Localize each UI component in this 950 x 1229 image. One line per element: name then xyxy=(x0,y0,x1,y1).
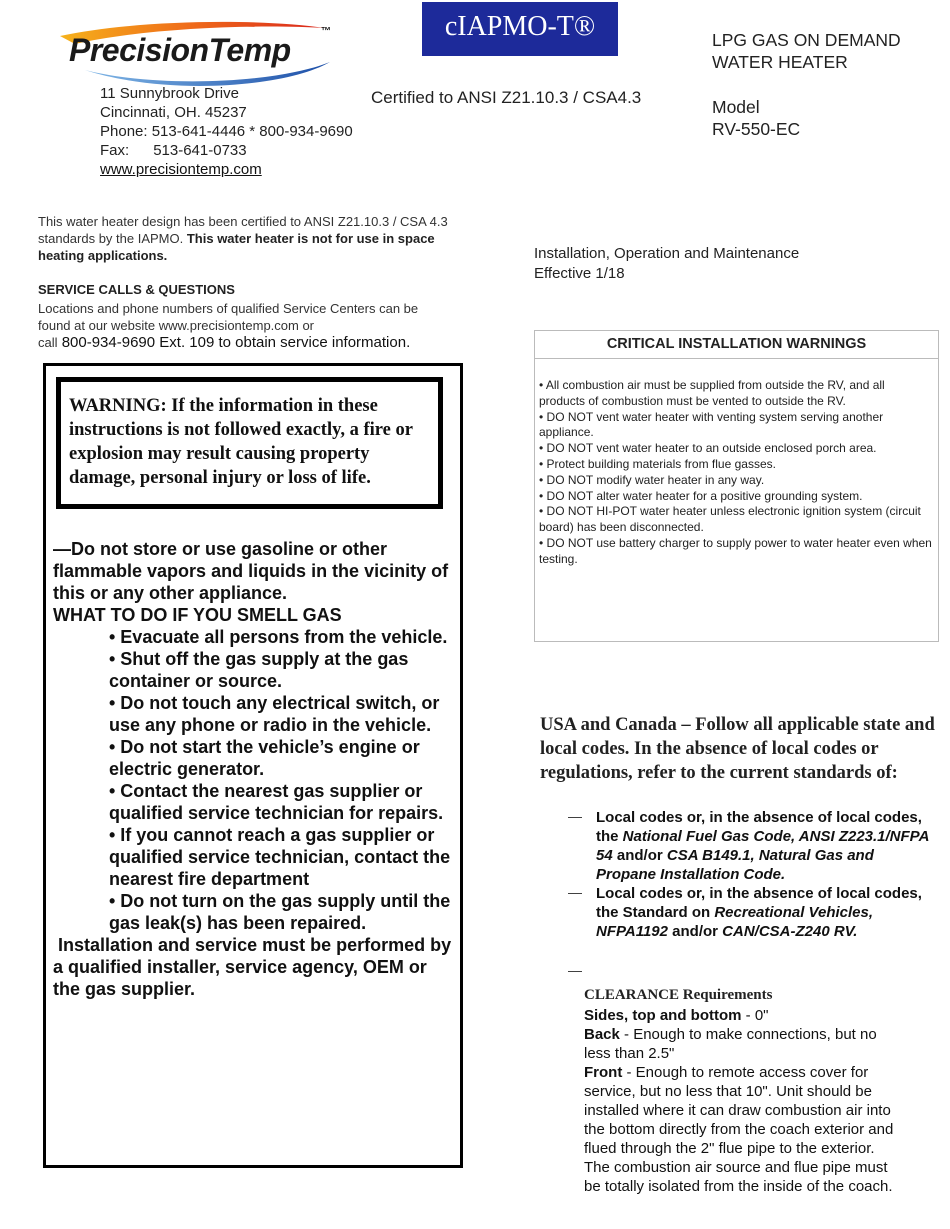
company-address xyxy=(100,84,353,179)
address-phone: Phone: 513-641-4446 * 800-934-9690 xyxy=(100,123,353,140)
dash-marker: — xyxy=(568,884,582,900)
address-city: Cincinnati, OH. 45237 xyxy=(100,104,247,121)
model-number: RV-550-EC xyxy=(712,119,801,139)
list-item: • Shut off the gas supply at the gas container or source. xyxy=(109,649,409,691)
code-item-1-b: National Fuel Gas Code, ANSI Z223.1/NFPA 54 xyxy=(596,828,929,864)
list-item: • Do not start the vehicle’s engine or electric generator. xyxy=(109,737,420,779)
clearance-requirements xyxy=(584,1006,904,1196)
gas-safety-instructions xyxy=(53,538,458,1000)
smell-gas-heading: WHAT TO DO IF YOU SMELL GAS xyxy=(53,605,342,625)
codes-heading: USA and Canada – Follow all applicable state and local codes. In the absence of local codes or regulations, refer to the current standards of: xyxy=(540,715,935,783)
manual-title xyxy=(534,244,799,284)
warning-text xyxy=(69,394,434,490)
product-title-line2: WATER HEATER xyxy=(712,52,848,72)
intro-bold-text: This water heater is not for use in space heating applications. xyxy=(38,231,435,263)
code-item-2-a: Local codes or, in the absence of local codes, the Standard on xyxy=(596,885,922,921)
clearance-front-text: - Enough to remote access cover for service, but no less that 10". Unit should be installed where it can draw combustion air into the bottom directly from the coach exterior and flued through the 2" flue pipe to the exterior. The combustion air source and flue pipe must be totally isolated from the inside of the coach. xyxy=(584,1064,894,1195)
iapmo-badge: cIAPMO-T® xyxy=(422,2,618,56)
list-item: • DO NOT vent water heater to an outside enclosed porch area. xyxy=(539,441,877,456)
fax-number: 513-641-0733 xyxy=(153,142,247,159)
code-item-2-c: and/or xyxy=(667,923,723,940)
model-block xyxy=(712,96,800,140)
list-item: • Evacuate all persons from the vehicle. xyxy=(109,627,448,647)
list-item: • Protect building materials from flue gasses. xyxy=(539,456,776,471)
clearance-heading: CLEARANCE Requirements xyxy=(584,987,773,1003)
model-label: Model xyxy=(712,97,760,117)
code-item-1 xyxy=(596,808,931,884)
intro-paragraph xyxy=(38,213,448,264)
code-item-1-d: CSA B149.1, Natural Gas and Propane Installation Code. xyxy=(596,847,874,883)
clearance-sides xyxy=(584,1006,904,1025)
list-item: • DO NOT alter water heater for a positive grounding system. xyxy=(539,488,863,503)
intro-text: This water heater design has been certified to ANSI Z21.10.3 / CSA 4.3 standards by the IAPMO. xyxy=(38,214,448,246)
list-item: • Do not turn on the gas supply until the gas leak(s) has been repaired. xyxy=(109,891,451,933)
service-paragraph: Locations and phone numbers of qualified Service Centers can be found at our website www.precisiontemp.com or xyxy=(38,301,419,333)
clearance-back-label: Back xyxy=(584,1026,620,1043)
dash-marker: — xyxy=(568,808,582,824)
critical-warnings-title: CRITICAL INSTALLATION WARNINGS xyxy=(535,331,938,359)
manual-effective-date: Effective 1/18 xyxy=(534,265,625,282)
critical-warnings-box xyxy=(534,330,939,642)
fax-label: Fax: xyxy=(100,142,130,159)
trademark-symbol: ™ xyxy=(321,26,331,37)
warning-body: : If the information in these instructions is not followed exactly, a fire or explosion may result causing property damage, personal injury or loss of life. xyxy=(69,396,413,488)
logo-wordmark: PrecisionTemp xyxy=(69,32,291,68)
website-link[interactable]: www.precisiontemp.com xyxy=(100,161,262,178)
warning-box xyxy=(56,377,443,509)
precisiontemp-logo xyxy=(55,18,345,90)
gas-storage-warning: —Do not store or use gasoline or other flammable vapors and liquids in the vicinity of this or any other appliance. xyxy=(53,539,449,603)
dash-marker: — xyxy=(568,962,582,978)
list-item: • Do not touch any electrical switch, or use any phone or radio in the vehicle. xyxy=(109,693,440,735)
clearance-front xyxy=(584,1063,904,1196)
address-street: 11 Sunnybrook Drive xyxy=(100,85,239,102)
code-item-2-b: Recreational Vehicles, NFPA1192 xyxy=(596,904,874,940)
service-call-line xyxy=(38,334,410,351)
code-item-2-d: CAN/CSA-Z240 RV. xyxy=(722,923,858,940)
clearance-sides-label: Sides, top and bottom xyxy=(584,1007,742,1024)
warning-label: WARNING xyxy=(69,396,161,416)
code-item-1-a: Local codes or, in the absence of local codes, the xyxy=(596,809,922,845)
service-call-text: 800-934-9690 Ext. 109 to obtain service information. xyxy=(61,334,411,351)
clearance-sides-text: - 0" xyxy=(741,1007,769,1024)
manual-title-line1: Installation, Operation and Maintenance xyxy=(534,245,800,262)
clearance-back xyxy=(584,1025,904,1063)
clearance-back-text: - Enough to make connections, but no less than 2.5" xyxy=(584,1026,877,1062)
critical-warnings-list xyxy=(535,359,938,568)
address-fax xyxy=(100,141,353,160)
list-item: • Contact the nearest gas supplier or qualified service technician for repairs. xyxy=(109,781,444,823)
product-title xyxy=(712,29,901,73)
service-heading: SERVICE CALLS & QUESTIONS xyxy=(38,282,235,297)
list-item: • DO NOT use battery charger to supply power to water heater even when testing. xyxy=(539,535,932,566)
product-title-line1: LPG GAS ON DEMAND xyxy=(712,30,901,50)
list-item: • If you cannot reach a gas supplier or qualified service technician, contact the nearest fire department xyxy=(109,825,451,889)
code-item-1-c: and/or xyxy=(612,847,667,864)
installation-service-note: Installation and service must be performed by a qualified installer, service agency, OEM or the gas supplier. xyxy=(53,935,457,999)
gas-safety-frame xyxy=(43,363,463,1168)
certification-statement: Certified to ANSI Z21.10.3 / CSA4.3 xyxy=(371,88,642,107)
list-item: • DO NOT vent water heater with venting system serving another appliance. xyxy=(539,409,884,440)
list-item: • DO NOT modify water heater in any way. xyxy=(539,472,765,487)
clearance-front-label: Front xyxy=(584,1064,623,1081)
code-item-2 xyxy=(596,884,931,941)
list-item: • All combustion air must be supplied from outside the RV, and all products of combustion must be vented to outside the RV. xyxy=(539,378,885,408)
list-item: • DO NOT HI-POT water heater unless electronic ignition system (circuit board) has been disconnected. xyxy=(539,504,921,535)
service-call-prefix: call xyxy=(38,335,58,350)
